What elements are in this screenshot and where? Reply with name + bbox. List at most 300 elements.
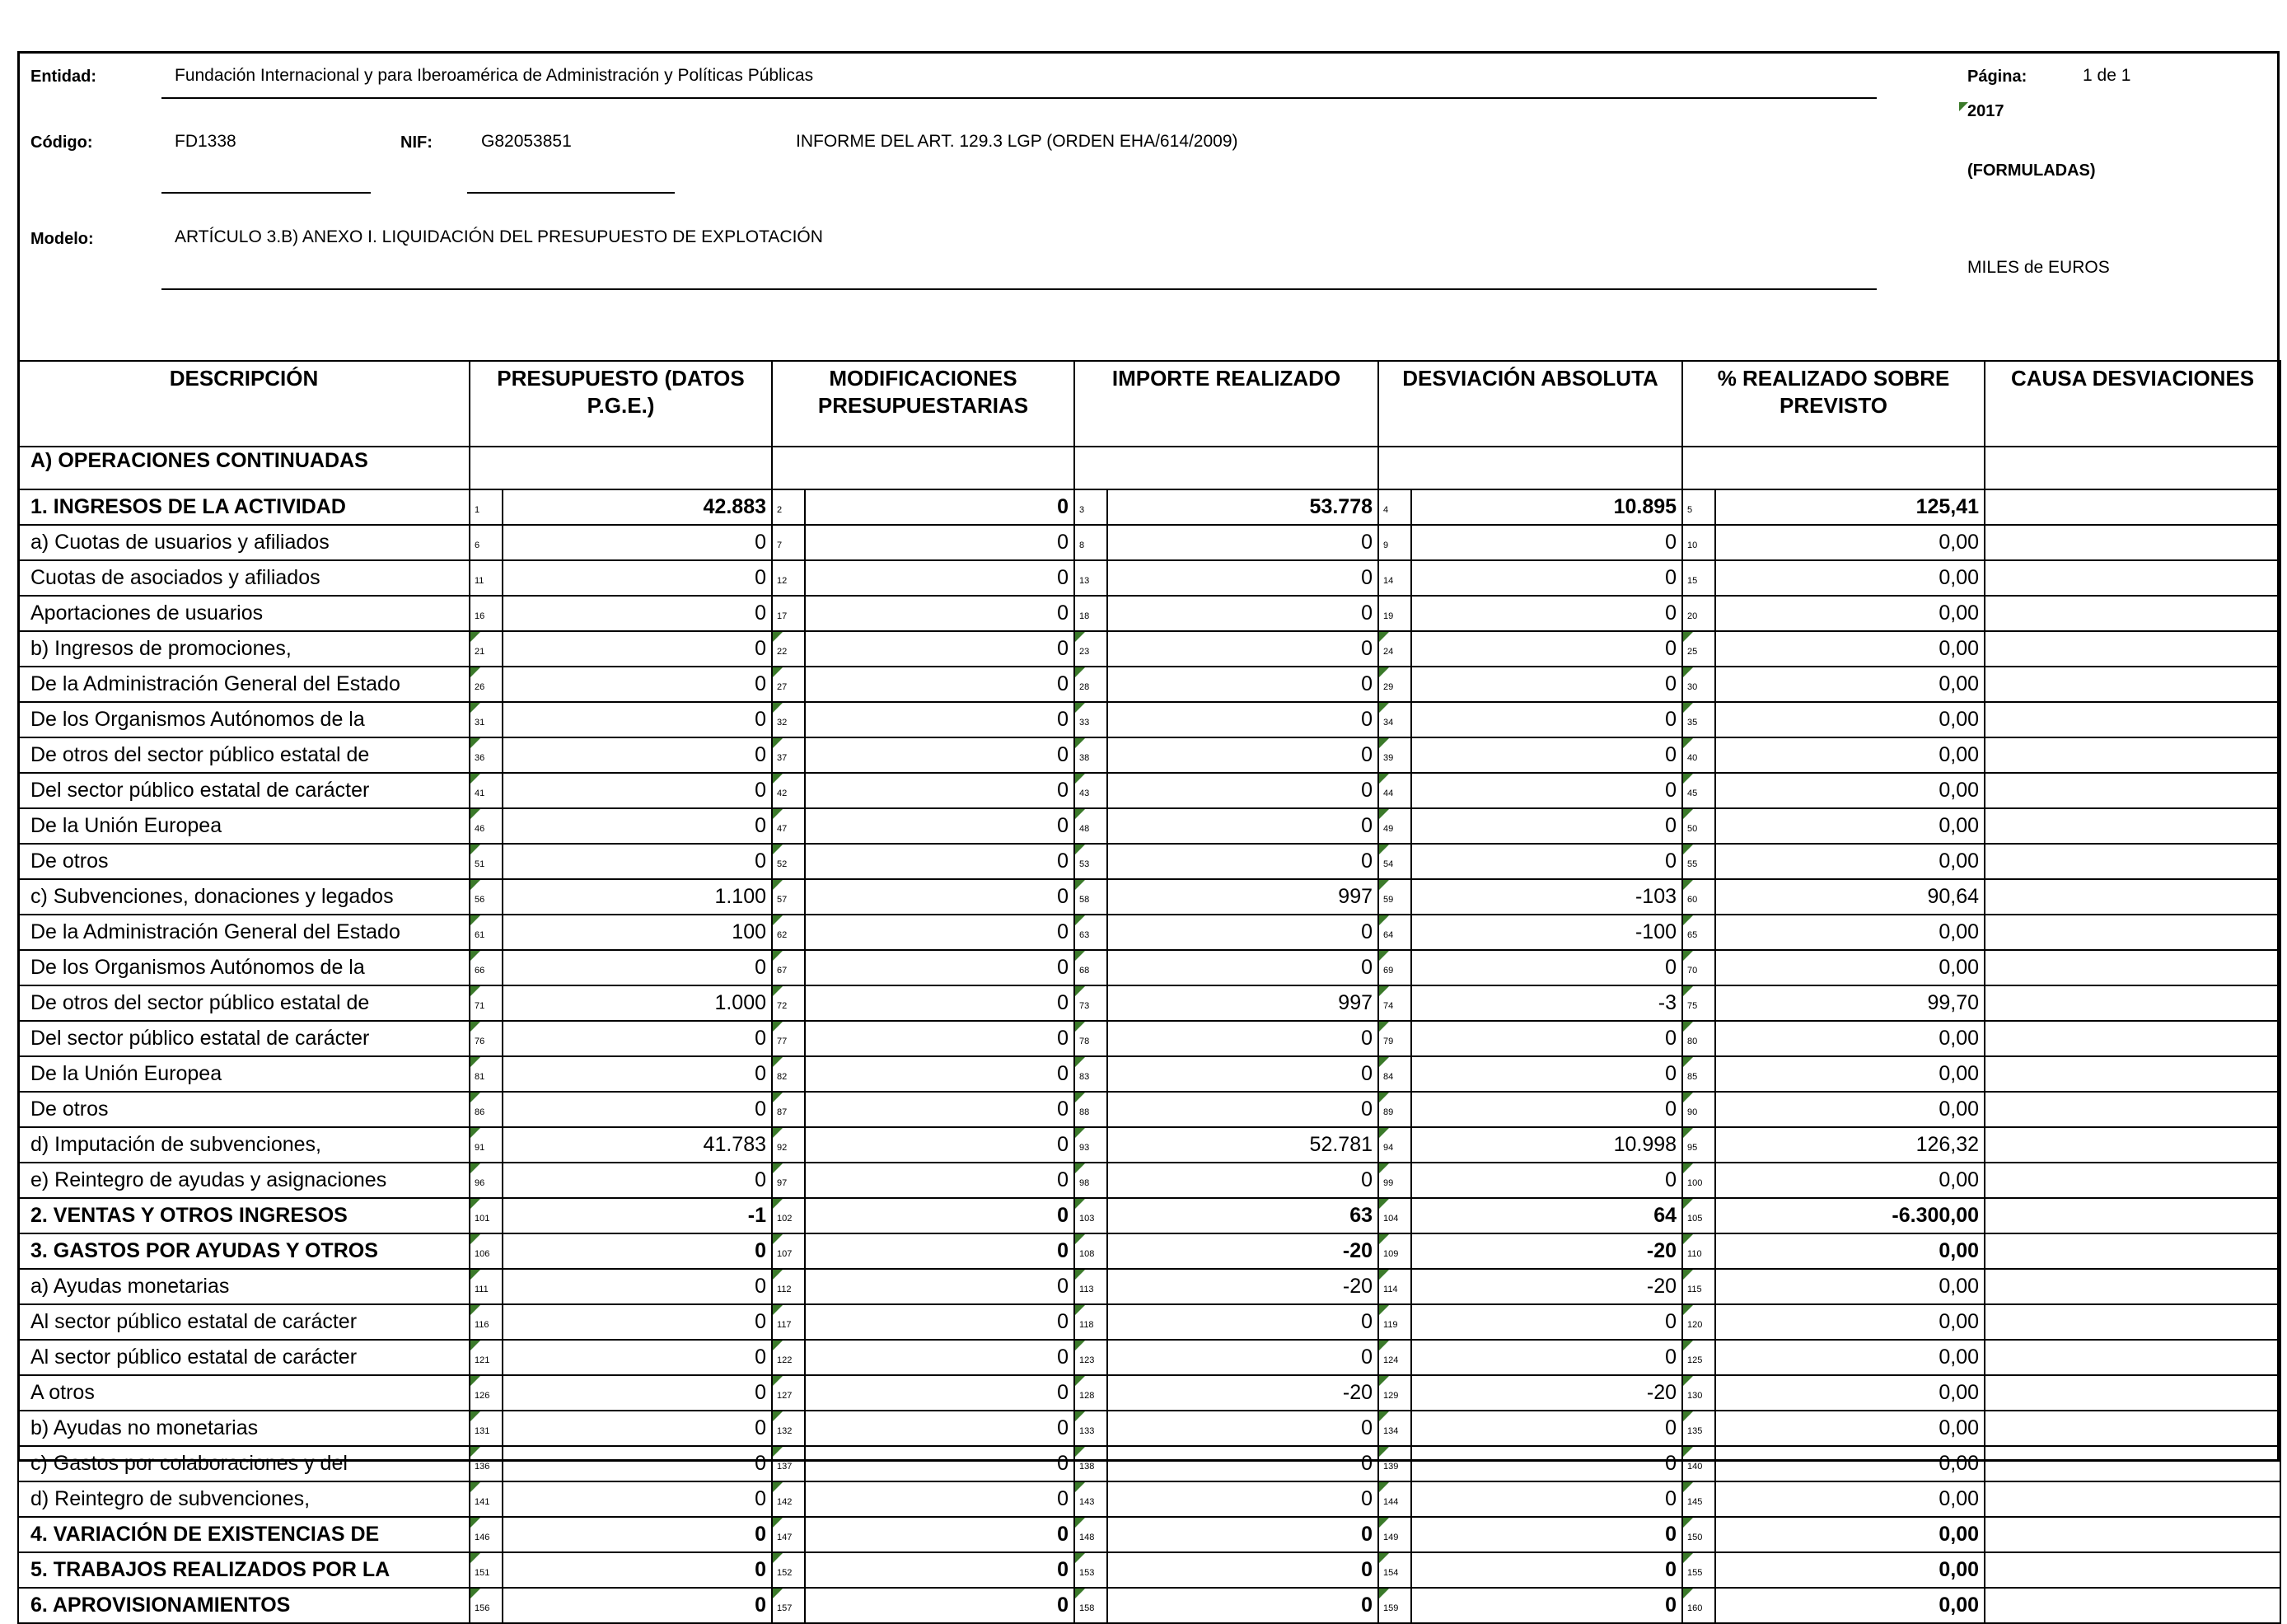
cell-value[interactable]: 0 bbox=[805, 1021, 1074, 1056]
cell-value[interactable]: 0 bbox=[1107, 1481, 1378, 1517]
cell-index: 147 bbox=[772, 1517, 805, 1552]
cell-value[interactable]: -100 bbox=[1411, 915, 1682, 950]
cell-value[interactable]: 0 bbox=[805, 1269, 1074, 1304]
cell-causa[interactable] bbox=[1985, 1481, 2280, 1517]
row-description: Al sector público estatal de carácter bbox=[18, 1340, 470, 1375]
cell-index: 49 bbox=[1378, 808, 1411, 844]
row-description: De otros bbox=[18, 1092, 470, 1127]
cell-value[interactable]: 0 bbox=[805, 1411, 1074, 1446]
cell-value[interactable]: -1 bbox=[503, 1198, 772, 1233]
cell-value[interactable]: 0 bbox=[503, 737, 772, 773]
cell-value[interactable]: 126,32 bbox=[1715, 1127, 1985, 1163]
cell-causa[interactable] bbox=[1985, 1517, 2280, 1552]
row-description: A otros bbox=[18, 1375, 470, 1411]
cell-index: 160 bbox=[1682, 1588, 1715, 1623]
cell-index: 41 bbox=[470, 773, 503, 808]
cell-value[interactable]: 0 bbox=[1411, 596, 1682, 631]
cell-value[interactable]: 0 bbox=[805, 1588, 1074, 1623]
col-presupuesto: PRESUPUESTO (DATOS P.G.E.) bbox=[470, 361, 772, 447]
cell-value[interactable]: 0 bbox=[1411, 631, 1682, 667]
cell-index: 151 bbox=[470, 1552, 503, 1588]
cell-causa[interactable] bbox=[1985, 667, 2280, 702]
cell-index: 50 bbox=[1682, 808, 1715, 844]
cell-value[interactable]: 0 bbox=[503, 1375, 772, 1411]
cell-value[interactable]: 0,00 bbox=[1715, 1163, 1985, 1198]
col-desviacion: DESVIACIÓN ABSOLUTA bbox=[1378, 361, 1682, 447]
cell-value[interactable]: 0 bbox=[503, 525, 772, 560]
cell-value[interactable]: 0 bbox=[1411, 1588, 1682, 1623]
cell-value[interactable]: 0 bbox=[503, 596, 772, 631]
cell-value[interactable]: 0 bbox=[805, 950, 1074, 985]
cell-value[interactable]: 0 bbox=[805, 773, 1074, 808]
cell-value[interactable]: -20 bbox=[1107, 1269, 1378, 1304]
cell-value[interactable]: 0,00 bbox=[1715, 1411, 1985, 1446]
cell-value[interactable]: 0 bbox=[503, 773, 772, 808]
cell-value[interactable]: 0 bbox=[805, 1127, 1074, 1163]
cell-causa[interactable] bbox=[1985, 1269, 2280, 1304]
cell-value[interactable]: 99,70 bbox=[1715, 985, 1985, 1021]
cell-value[interactable]: 0 bbox=[1411, 950, 1682, 985]
cell-value[interactable]: 0 bbox=[503, 1481, 772, 1517]
cell-value[interactable]: -20 bbox=[1107, 1233, 1378, 1269]
row-description: De la Administración General del Estado bbox=[18, 915, 470, 950]
cell-value[interactable]: 0,00 bbox=[1715, 915, 1985, 950]
cell-value[interactable]: 0,00 bbox=[1715, 950, 1985, 985]
table-row bbox=[18, 737, 2280, 773]
cell-value[interactable]: 0,00 bbox=[1715, 560, 1985, 596]
cell-index: 37 bbox=[772, 737, 805, 773]
pagina-label: Página: bbox=[1967, 68, 2027, 86]
cell-value[interactable]: 0 bbox=[1107, 1092, 1378, 1127]
cell-index: 20 bbox=[1682, 596, 1715, 631]
cell-value[interactable]: 0 bbox=[503, 1056, 772, 1092]
cell-value[interactable]: 0 bbox=[1411, 1411, 1682, 1446]
cell-index: 34 bbox=[1378, 702, 1411, 737]
cell-value[interactable]: 0,00 bbox=[1715, 844, 1985, 879]
cell-index: 144 bbox=[1378, 1481, 1411, 1517]
cell-value[interactable]: 41.783 bbox=[503, 1127, 772, 1163]
cell-index: 98 bbox=[1074, 1163, 1107, 1198]
cell-value[interactable]: 0 bbox=[503, 1269, 772, 1304]
cell-causa[interactable] bbox=[1985, 915, 2280, 950]
row-description: 6. APROVISIONAMIENTOS bbox=[18, 1588, 470, 1623]
row-description: De la Unión Europea bbox=[18, 808, 470, 844]
cell-value[interactable]: 0 bbox=[805, 1552, 1074, 1588]
cell-value[interactable]: 0 bbox=[805, 1375, 1074, 1411]
cell-causa[interactable] bbox=[1985, 1446, 2280, 1481]
cell-index: 79 bbox=[1378, 1021, 1411, 1056]
cell-value[interactable]: 0 bbox=[503, 844, 772, 879]
nif-underline bbox=[467, 192, 675, 194]
cell-causa[interactable] bbox=[1985, 1304, 2280, 1340]
cell-value[interactable]: 0 bbox=[1107, 737, 1378, 773]
row-description: 1. INGRESOS DE LA ACTIVIDAD bbox=[18, 489, 470, 525]
cell-index: 59 bbox=[1378, 879, 1411, 915]
cell-value[interactable]: 0 bbox=[805, 1198, 1074, 1233]
table-row bbox=[18, 808, 2280, 844]
row-description: a) Cuotas de usuarios y afiliados bbox=[18, 525, 470, 560]
cell-index: 22 bbox=[772, 631, 805, 667]
cell-index: 123 bbox=[1074, 1340, 1107, 1375]
cell-value[interactable]: 0 bbox=[805, 1056, 1074, 1092]
cell-index: 83 bbox=[1074, 1056, 1107, 1092]
cell-index: 158 bbox=[1074, 1588, 1107, 1623]
cell-value[interactable]: 0,00 bbox=[1715, 1021, 1985, 1056]
cell-value[interactable]: 0 bbox=[805, 985, 1074, 1021]
cell-index: 118 bbox=[1074, 1304, 1107, 1340]
cell-value[interactable]: 0 bbox=[1411, 844, 1682, 879]
cell-value[interactable]: 0 bbox=[503, 808, 772, 844]
cell-index: 100 bbox=[1682, 1163, 1715, 1198]
cell-value[interactable]: 0 bbox=[805, 1163, 1074, 1198]
cell-index: 154 bbox=[1378, 1552, 1411, 1588]
cell-value[interactable]: 0 bbox=[1107, 560, 1378, 596]
cell-index: 77 bbox=[772, 1021, 805, 1056]
cell-causa[interactable] bbox=[1985, 808, 2280, 844]
cell-value[interactable]: 0 bbox=[1107, 1446, 1378, 1481]
cell-value[interactable]: -20 bbox=[1107, 1375, 1378, 1411]
cell-value[interactable]: 0 bbox=[805, 808, 1074, 844]
cell-value[interactable]: 0 bbox=[805, 489, 1074, 525]
cell-index: 55 bbox=[1682, 844, 1715, 879]
cell-index: 126 bbox=[470, 1375, 503, 1411]
cell-value[interactable]: 0,00 bbox=[1715, 1269, 1985, 1304]
cell-value[interactable]: 997 bbox=[1107, 879, 1378, 915]
cell-value[interactable]: 0 bbox=[805, 560, 1074, 596]
table-row bbox=[18, 702, 2280, 737]
codigo-underline bbox=[161, 192, 371, 194]
table-row bbox=[18, 773, 2280, 808]
cell-value[interactable]: 0 bbox=[805, 702, 1074, 737]
cell-index: 51 bbox=[470, 844, 503, 879]
cell-value[interactable]: 0 bbox=[503, 1092, 772, 1127]
cell-index: 86 bbox=[470, 1092, 503, 1127]
cell-value[interactable]: 0,00 bbox=[1715, 596, 1985, 631]
cell-value[interactable]: 0,00 bbox=[1715, 1517, 1985, 1552]
cell-causa[interactable] bbox=[1985, 950, 2280, 985]
cell-causa[interactable] bbox=[1985, 1056, 2280, 1092]
cell-causa[interactable] bbox=[1985, 1233, 2280, 1269]
cell-value[interactable]: 53.778 bbox=[1107, 489, 1378, 525]
cell-value[interactable]: 0 bbox=[1107, 525, 1378, 560]
cell-index: 157 bbox=[772, 1588, 805, 1623]
cell-index: 35 bbox=[1682, 702, 1715, 737]
cell-value[interactable]: 0 bbox=[1107, 844, 1378, 879]
cell-index: 149 bbox=[1378, 1517, 1411, 1552]
cell-value[interactable]: 0 bbox=[1411, 1517, 1682, 1552]
cell-value[interactable]: 0 bbox=[805, 1233, 1074, 1269]
cell-index: 125 bbox=[1682, 1340, 1715, 1375]
cell-causa[interactable] bbox=[1985, 773, 2280, 808]
cell-value[interactable]: 0 bbox=[1411, 808, 1682, 844]
cell-value[interactable]: 63 bbox=[1107, 1198, 1378, 1233]
cell-value[interactable]: 0 bbox=[503, 560, 772, 596]
cell-value[interactable]: 0 bbox=[805, 879, 1074, 915]
year: 2017 bbox=[1967, 102, 2004, 120]
cell-value[interactable]: 1.100 bbox=[503, 879, 772, 915]
cell-value[interactable]: 0 bbox=[1411, 1446, 1682, 1481]
cell-value[interactable]: 0 bbox=[1411, 1481, 1682, 1517]
cell-index: 114 bbox=[1378, 1269, 1411, 1304]
cell-causa[interactable] bbox=[1985, 596, 2280, 631]
cell-value[interactable]: 0 bbox=[503, 667, 772, 702]
cell-index: 2 bbox=[772, 489, 805, 525]
cell-causa[interactable] bbox=[1985, 631, 2280, 667]
cell-value[interactable]: 64 bbox=[1411, 1198, 1682, 1233]
cell-value[interactable]: 10.895 bbox=[1411, 489, 1682, 525]
cell-value[interactable]: 0 bbox=[805, 1446, 1074, 1481]
cell-value[interactable]: 0 bbox=[1107, 596, 1378, 631]
cell-value[interactable]: 0,00 bbox=[1715, 808, 1985, 844]
cell-value[interactable]: -3 bbox=[1411, 985, 1682, 1021]
cell-value[interactable]: 0 bbox=[1411, 1163, 1682, 1198]
cell-value[interactable]: 0 bbox=[805, 1517, 1074, 1552]
cell-value[interactable]: 0 bbox=[1411, 1340, 1682, 1375]
cell-value[interactable]: 0 bbox=[1411, 702, 1682, 737]
cell-causa[interactable] bbox=[1985, 1092, 2280, 1127]
cell-causa[interactable] bbox=[1985, 560, 2280, 596]
cell-causa[interactable] bbox=[1985, 1021, 2280, 1056]
cell-index: 117 bbox=[772, 1304, 805, 1340]
cell-value[interactable]: 0 bbox=[503, 631, 772, 667]
cell-value[interactable]: 0,00 bbox=[1715, 1233, 1985, 1269]
cell-index: 8 bbox=[1074, 525, 1107, 560]
cell-value[interactable]: 0,00 bbox=[1715, 1375, 1985, 1411]
cell-value[interactable]: 0 bbox=[1107, 773, 1378, 808]
cell-value[interactable]: 0 bbox=[1107, 1588, 1378, 1623]
cell-causa[interactable] bbox=[1985, 702, 2280, 737]
cell-value[interactable]: 0,00 bbox=[1715, 1446, 1985, 1481]
cell-value[interactable]: 0 bbox=[1107, 1021, 1378, 1056]
status-label: (FORMULADAS) bbox=[1967, 161, 2096, 180]
table-row bbox=[18, 844, 2280, 879]
cell-value[interactable]: 0 bbox=[503, 1411, 772, 1446]
cell-index: 71 bbox=[470, 985, 503, 1021]
cell-value[interactable]: -20 bbox=[1411, 1233, 1682, 1269]
cell-value[interactable]: -20 bbox=[1411, 1375, 1682, 1411]
cell-causa[interactable] bbox=[1985, 1411, 2280, 1446]
cell-value[interactable]: 0 bbox=[1107, 950, 1378, 985]
cell-value[interactable]: 0 bbox=[1107, 1517, 1378, 1552]
cell-value[interactable]: 0 bbox=[503, 1588, 772, 1623]
cell-index: 74 bbox=[1378, 985, 1411, 1021]
cell-index: 120 bbox=[1682, 1304, 1715, 1340]
cell-value[interactable]: 0 bbox=[1107, 1340, 1378, 1375]
cell-value[interactable]: 0 bbox=[805, 1092, 1074, 1127]
cell-value[interactable]: 0 bbox=[805, 1481, 1074, 1517]
entidad-underline bbox=[161, 97, 1877, 99]
cell-index: 159 bbox=[1378, 1588, 1411, 1623]
cell-value[interactable]: -103 bbox=[1411, 879, 1682, 915]
cell-value[interactable]: 0,00 bbox=[1715, 1056, 1985, 1092]
cell-index: 17 bbox=[772, 596, 805, 631]
modelo-value: ARTÍCULO 3.B) ANEXO I. LIQUIDACIÓN DEL PRESUPUESTO DE EXPLOTACIÓN bbox=[175, 227, 823, 246]
cell-value[interactable]: 0 bbox=[805, 631, 1074, 667]
cell-index: 72 bbox=[772, 985, 805, 1021]
cell-index: 46 bbox=[470, 808, 503, 844]
cell-value[interactable]: 0 bbox=[805, 1304, 1074, 1340]
cell-index: 156 bbox=[470, 1588, 503, 1623]
cell-index: 40 bbox=[1682, 737, 1715, 773]
cell-index: 3 bbox=[1074, 489, 1107, 525]
row-description: e) Reintegro de ayudas y asignaciones bbox=[18, 1163, 470, 1198]
cell-index: 81 bbox=[470, 1056, 503, 1092]
cell-index: 39 bbox=[1378, 737, 1411, 773]
cell-causa[interactable] bbox=[1985, 985, 2280, 1021]
cell-value[interactable]: 0,00 bbox=[1715, 525, 1985, 560]
cell-index: 91 bbox=[470, 1127, 503, 1163]
cell-value[interactable]: 0 bbox=[1411, 525, 1682, 560]
cell-index: 142 bbox=[772, 1481, 805, 1517]
cell-index: 60 bbox=[1682, 879, 1715, 915]
cell-index: 66 bbox=[470, 950, 503, 985]
cell-value[interactable]: 0 bbox=[503, 1517, 772, 1552]
cell-value[interactable]: 0,00 bbox=[1715, 1340, 1985, 1375]
cell-value[interactable]: 0 bbox=[1411, 1552, 1682, 1588]
cell-index: 135 bbox=[1682, 1411, 1715, 1446]
cell-index: 56 bbox=[470, 879, 503, 915]
row-description: Cuotas de asociados y afiliados bbox=[18, 560, 470, 596]
cell-value[interactable]: 0 bbox=[1411, 737, 1682, 773]
cell-index: 52 bbox=[772, 844, 805, 879]
cell-index: 105 bbox=[1682, 1198, 1715, 1233]
cell-value[interactable]: 0 bbox=[805, 667, 1074, 702]
cell-index: 112 bbox=[772, 1269, 805, 1304]
cell-value[interactable]: 0 bbox=[503, 1163, 772, 1198]
row-description: 5. TRABAJOS REALIZADOS POR LA bbox=[18, 1552, 470, 1588]
cell-index: 16 bbox=[470, 596, 503, 631]
cell-value[interactable]: 125,41 bbox=[1715, 489, 1985, 525]
cell-value[interactable]: 0 bbox=[1107, 702, 1378, 737]
cell-index: 115 bbox=[1682, 1269, 1715, 1304]
cell-value[interactable]: 0 bbox=[1107, 915, 1378, 950]
cell-index: 101 bbox=[470, 1198, 503, 1233]
cell-index: 36 bbox=[470, 737, 503, 773]
cell-value[interactable]: 0 bbox=[503, 1233, 772, 1269]
nif-value: G82053851 bbox=[481, 132, 572, 151]
row-description: Al sector público estatal de carácter bbox=[18, 1304, 470, 1340]
row-description: 2. VENTAS Y OTROS INGRESOS bbox=[18, 1198, 470, 1233]
cell-index: 85 bbox=[1682, 1056, 1715, 1092]
cell-value[interactable]: 52.781 bbox=[1107, 1127, 1378, 1163]
cell-causa[interactable] bbox=[1985, 844, 2280, 879]
cell-value[interactable]: 1.000 bbox=[503, 985, 772, 1021]
cell-index: 29 bbox=[1378, 667, 1411, 702]
cell-causa[interactable] bbox=[1985, 1163, 2280, 1198]
cell-value[interactable]: 0 bbox=[1411, 1021, 1682, 1056]
cell-value[interactable]: 0 bbox=[1411, 560, 1682, 596]
cell-value[interactable]: 0 bbox=[805, 915, 1074, 950]
cell-value[interactable]: 0 bbox=[1411, 1304, 1682, 1340]
cell-value[interactable]: -20 bbox=[1411, 1269, 1682, 1304]
cell-value[interactable]: 0 bbox=[1107, 667, 1378, 702]
cell-causa[interactable] bbox=[1985, 489, 2280, 525]
cell-value[interactable]: -6.300,00 bbox=[1715, 1198, 1985, 1233]
cell-value[interactable]: 0 bbox=[503, 1552, 772, 1588]
cell-value[interactable]: 0 bbox=[1107, 1411, 1378, 1446]
cell-value[interactable]: 0 bbox=[503, 950, 772, 985]
cell-index: 53 bbox=[1074, 844, 1107, 879]
cell-index: 23 bbox=[1074, 631, 1107, 667]
cell-value[interactable]: 0,00 bbox=[1715, 1552, 1985, 1588]
cell-causa[interactable] bbox=[1985, 1127, 2280, 1163]
row-description: De otros bbox=[18, 844, 470, 879]
cell-value[interactable]: 0 bbox=[503, 1304, 772, 1340]
codigo-label: Código: bbox=[30, 133, 93, 152]
cell-index: 6 bbox=[470, 525, 503, 560]
cell-value[interactable]: 0 bbox=[1107, 1552, 1378, 1588]
cell-value[interactable]: 0 bbox=[805, 1340, 1074, 1375]
cell-causa[interactable] bbox=[1985, 1340, 2280, 1375]
cell-value[interactable]: 0,00 bbox=[1715, 737, 1985, 773]
cell-value[interactable]: 0 bbox=[503, 1021, 772, 1056]
cell-value[interactable]: 42.883 bbox=[503, 489, 772, 525]
cell-value[interactable]: 0 bbox=[805, 525, 1074, 560]
cell-value[interactable]: 0 bbox=[1411, 1056, 1682, 1092]
cell-index: 68 bbox=[1074, 950, 1107, 985]
cell-causa[interactable] bbox=[1985, 1552, 2280, 1588]
cell-value[interactable]: 0 bbox=[1107, 1163, 1378, 1198]
cell-index: 130 bbox=[1682, 1375, 1715, 1411]
cell-causa[interactable] bbox=[1985, 737, 2280, 773]
row-description: 3. GASTOS POR AYUDAS Y OTROS bbox=[18, 1233, 470, 1269]
cell-value[interactable]: 0 bbox=[503, 1446, 772, 1481]
cell-index: 65 bbox=[1682, 915, 1715, 950]
cell-index: 89 bbox=[1378, 1092, 1411, 1127]
cell-index: 139 bbox=[1378, 1446, 1411, 1481]
row-description: a) Ayudas monetarias bbox=[18, 1269, 470, 1304]
cell-value[interactable]: 0 bbox=[805, 844, 1074, 879]
cell-value[interactable]: 10.998 bbox=[1411, 1127, 1682, 1163]
cell-value[interactable]: 0 bbox=[1411, 773, 1682, 808]
cell-value[interactable]: 0,00 bbox=[1715, 1304, 1985, 1340]
cell-index: 128 bbox=[1074, 1375, 1107, 1411]
cell-value[interactable]: 0,00 bbox=[1715, 1588, 1985, 1623]
cell-value[interactable]: 0 bbox=[805, 596, 1074, 631]
cell-causa[interactable] bbox=[1985, 1588, 2280, 1623]
cell-value[interactable]: 0 bbox=[1107, 1304, 1378, 1340]
cell-value[interactable]: 997 bbox=[1107, 985, 1378, 1021]
cell-index: 54 bbox=[1378, 844, 1411, 879]
cell-value[interactable]: 0,00 bbox=[1715, 1481, 1985, 1517]
cell-causa[interactable] bbox=[1985, 525, 2280, 560]
cell-value[interactable]: 0,00 bbox=[1715, 773, 1985, 808]
cell-value[interactable]: 0,00 bbox=[1715, 631, 1985, 667]
cell-value[interactable]: 0 bbox=[1411, 667, 1682, 702]
cell-causa[interactable] bbox=[1985, 1375, 2280, 1411]
table-row bbox=[18, 1233, 2280, 1269]
cell-value[interactable]: 90,64 bbox=[1715, 879, 1985, 915]
cell-index: 13 bbox=[1074, 560, 1107, 596]
cell-value[interactable]: 0 bbox=[503, 1340, 772, 1375]
cell-value[interactable]: 0 bbox=[1107, 1056, 1378, 1092]
cell-value[interactable]: 0 bbox=[1411, 1092, 1682, 1127]
cell-value[interactable]: 0,00 bbox=[1715, 1092, 1985, 1127]
cell-value[interactable]: 0 bbox=[1107, 808, 1378, 844]
cell-value[interactable]: 100 bbox=[503, 915, 772, 950]
cell-index: 90 bbox=[1682, 1092, 1715, 1127]
cell-causa[interactable] bbox=[1985, 879, 2280, 915]
cell-causa[interactable] bbox=[1985, 1198, 2280, 1233]
cell-value[interactable]: 0 bbox=[503, 702, 772, 737]
cell-index: 140 bbox=[1682, 1446, 1715, 1481]
cell-index: 116 bbox=[470, 1304, 503, 1340]
cell-value[interactable]: 0,00 bbox=[1715, 702, 1985, 737]
cell-value[interactable]: 0 bbox=[805, 737, 1074, 773]
cell-value[interactable]: 0 bbox=[1107, 631, 1378, 667]
cell-value[interactable]: 0,00 bbox=[1715, 667, 1985, 702]
cell-index: 111 bbox=[470, 1269, 503, 1304]
